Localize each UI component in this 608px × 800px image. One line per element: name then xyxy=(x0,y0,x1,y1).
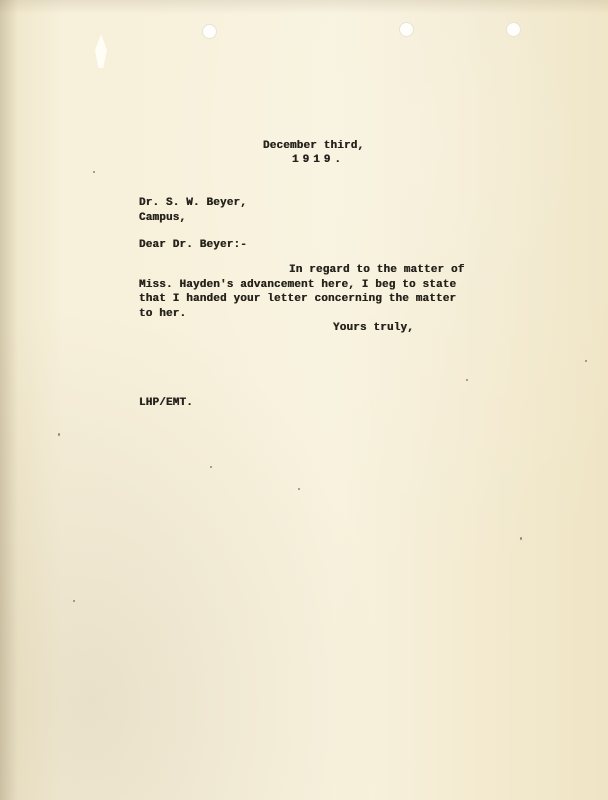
paper-fold-mark xyxy=(95,34,107,68)
letter-salutation: Dear Dr. Beyer:- xyxy=(139,239,248,251)
paper-left-edge-shadow xyxy=(0,0,18,800)
punch-hole-left xyxy=(202,24,217,39)
typist-initials: LHP/EMT. xyxy=(139,397,194,409)
recipient-location: Campus, xyxy=(139,212,187,224)
letter-body-line: In regard to the matter of xyxy=(289,264,465,276)
paper-speck xyxy=(93,171,95,173)
paper-speck xyxy=(298,488,300,490)
paper-speck xyxy=(58,433,60,436)
paper-speck xyxy=(210,466,212,468)
paper-speck xyxy=(73,600,75,602)
paper-top-edge-shadow xyxy=(0,0,608,14)
letter-body-line: that I handed your letter concerning the matter xyxy=(139,293,457,305)
paper-speck xyxy=(585,360,587,362)
punch-hole-center xyxy=(399,22,414,37)
letter-date-year: 1919. xyxy=(292,154,346,166)
letter-body-line: Miss. Hayden's advancement here, I beg to state xyxy=(139,279,457,291)
paper-speck xyxy=(466,379,468,381)
recipient-name: Dr. S. W. Beyer, xyxy=(139,197,248,209)
punch-hole-right xyxy=(506,22,521,37)
paper-speck xyxy=(520,537,522,540)
letter-body-line: to her. xyxy=(139,308,187,320)
letter-closing: Yours truly, xyxy=(333,322,415,334)
letter-date-line-1: December third, xyxy=(263,140,365,152)
